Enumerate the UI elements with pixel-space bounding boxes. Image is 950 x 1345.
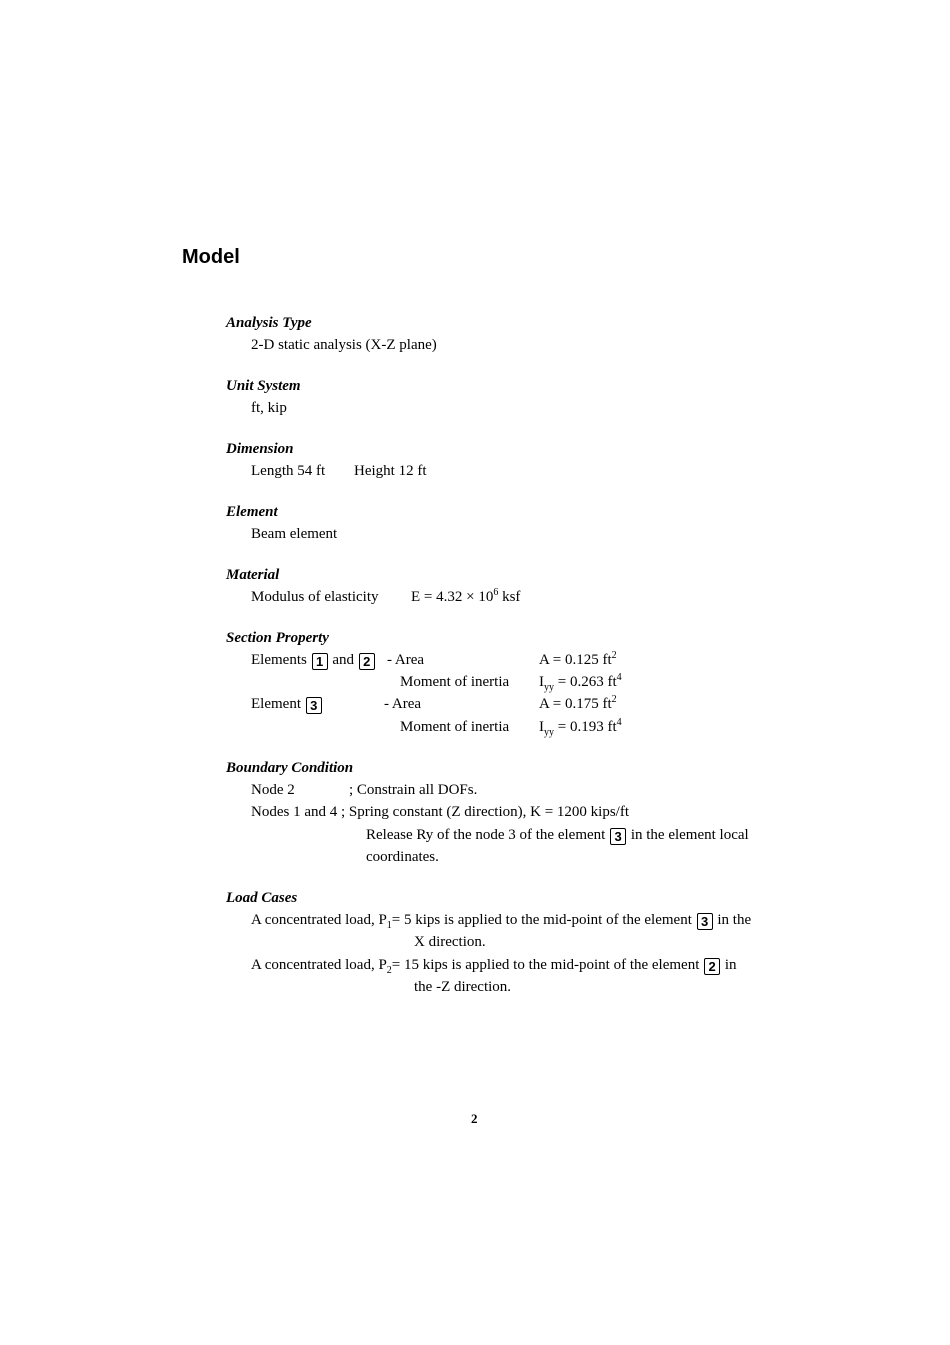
load2-post: in [724,957,737,973]
material-value [411,588,520,606]
section-row4-value [539,718,622,736]
unit-system-value: ft, kip [251,400,287,416]
area-value: A = 0.125 ft [539,652,612,668]
area-value: A = 0.175 ft [539,696,612,712]
element-label: Element [251,696,301,712]
element-2-badge: 2 [704,958,720,975]
element-3-badge: 3 [610,828,626,845]
dimension-length: Length 54 ft [251,463,326,479]
release-line2: coordinates. [366,849,439,865]
load2-line2: the -Z direction. [414,979,512,995]
inertia-symbol: I [539,719,544,735]
load2-pre: A concentrated load, P [251,957,387,973]
section-row1-label [251,651,376,670]
page-number: 2 [471,1111,478,1126]
section-row3-label [251,695,323,714]
element-1-badge: 1 [312,653,328,670]
section-row1-value [539,651,617,669]
node2-text: ; Constrain all DOFs. [349,782,478,798]
section-property-heading: Section Property [226,630,329,646]
element-3-badge: 3 [697,913,713,930]
element-heading: Element [226,504,278,520]
load2-subscript: 2 [386,965,392,976]
section-row2-label: Moment of inertia [400,674,510,690]
release-post: in the element local [630,827,749,843]
section-row1-area-label: - Area [387,652,425,668]
release-pre: Release Ry of the node 3 of the element [366,827,606,843]
load1-post: in the [717,912,752,928]
node2-label: Node 2 [251,782,295,798]
material-label: Modulus of elasticity [251,589,379,605]
inertia-value: = 0.193 ft [554,719,617,735]
analysis-type-value: 2-D static analysis (X-Z plane) [251,337,437,353]
inertia-symbol: I [539,674,544,690]
release-line [366,826,749,845]
load-cases-heading: Load Cases [226,890,298,906]
section-row3-value [539,695,617,713]
element-2-badge: 2 [359,653,375,670]
load1-pre: A concentrated load, P [251,912,387,928]
section-row3-area-label: - Area [384,696,422,712]
area-exponent: 2 [611,694,617,705]
and-label: and [332,652,354,668]
analysis-type-heading: Analysis Type [226,315,312,331]
inertia-subscript: yy [544,682,554,693]
inertia-value: = 0.263 ft [554,674,617,690]
inertia-subscript: yy [544,727,554,738]
material-exponent: 6 [493,587,499,598]
section-row4-label: Moment of inertia [400,719,510,735]
load1-line [251,911,751,930]
load2-line [251,956,737,975]
unit-system-heading: Unit System [226,378,301,394]
section-row2-value [539,673,622,691]
inertia-exponent: 4 [616,717,622,728]
boundary-condition-heading: Boundary Condition [226,760,354,776]
inertia-exponent: 4 [616,672,622,683]
area-exponent: 2 [611,650,617,661]
load1-mid: = 5 kips is applied to the mid-point of the element [391,912,692,928]
page-title: Model [182,246,240,268]
material-unit: ksf [498,589,521,605]
dimension-height: Height 12 ft [354,463,427,479]
dimension-heading: Dimension [226,441,294,457]
load1-subscript: 1 [386,920,392,931]
element-value: Beam element [251,526,338,542]
material-value-prefix: E = 4.32 × 10 [411,589,494,605]
elements-label: Elements [251,652,307,668]
material-heading: Material [226,567,280,583]
load2-mid: = 15 kips is applied to the mid-point of the element [391,957,700,973]
nodes14-text: Nodes 1 and 4 ; Spring constant (Z direction), K = 1200 kips/ft [251,804,629,820]
element-3-badge: 3 [306,697,322,714]
load1-line2: X direction. [414,934,486,950]
